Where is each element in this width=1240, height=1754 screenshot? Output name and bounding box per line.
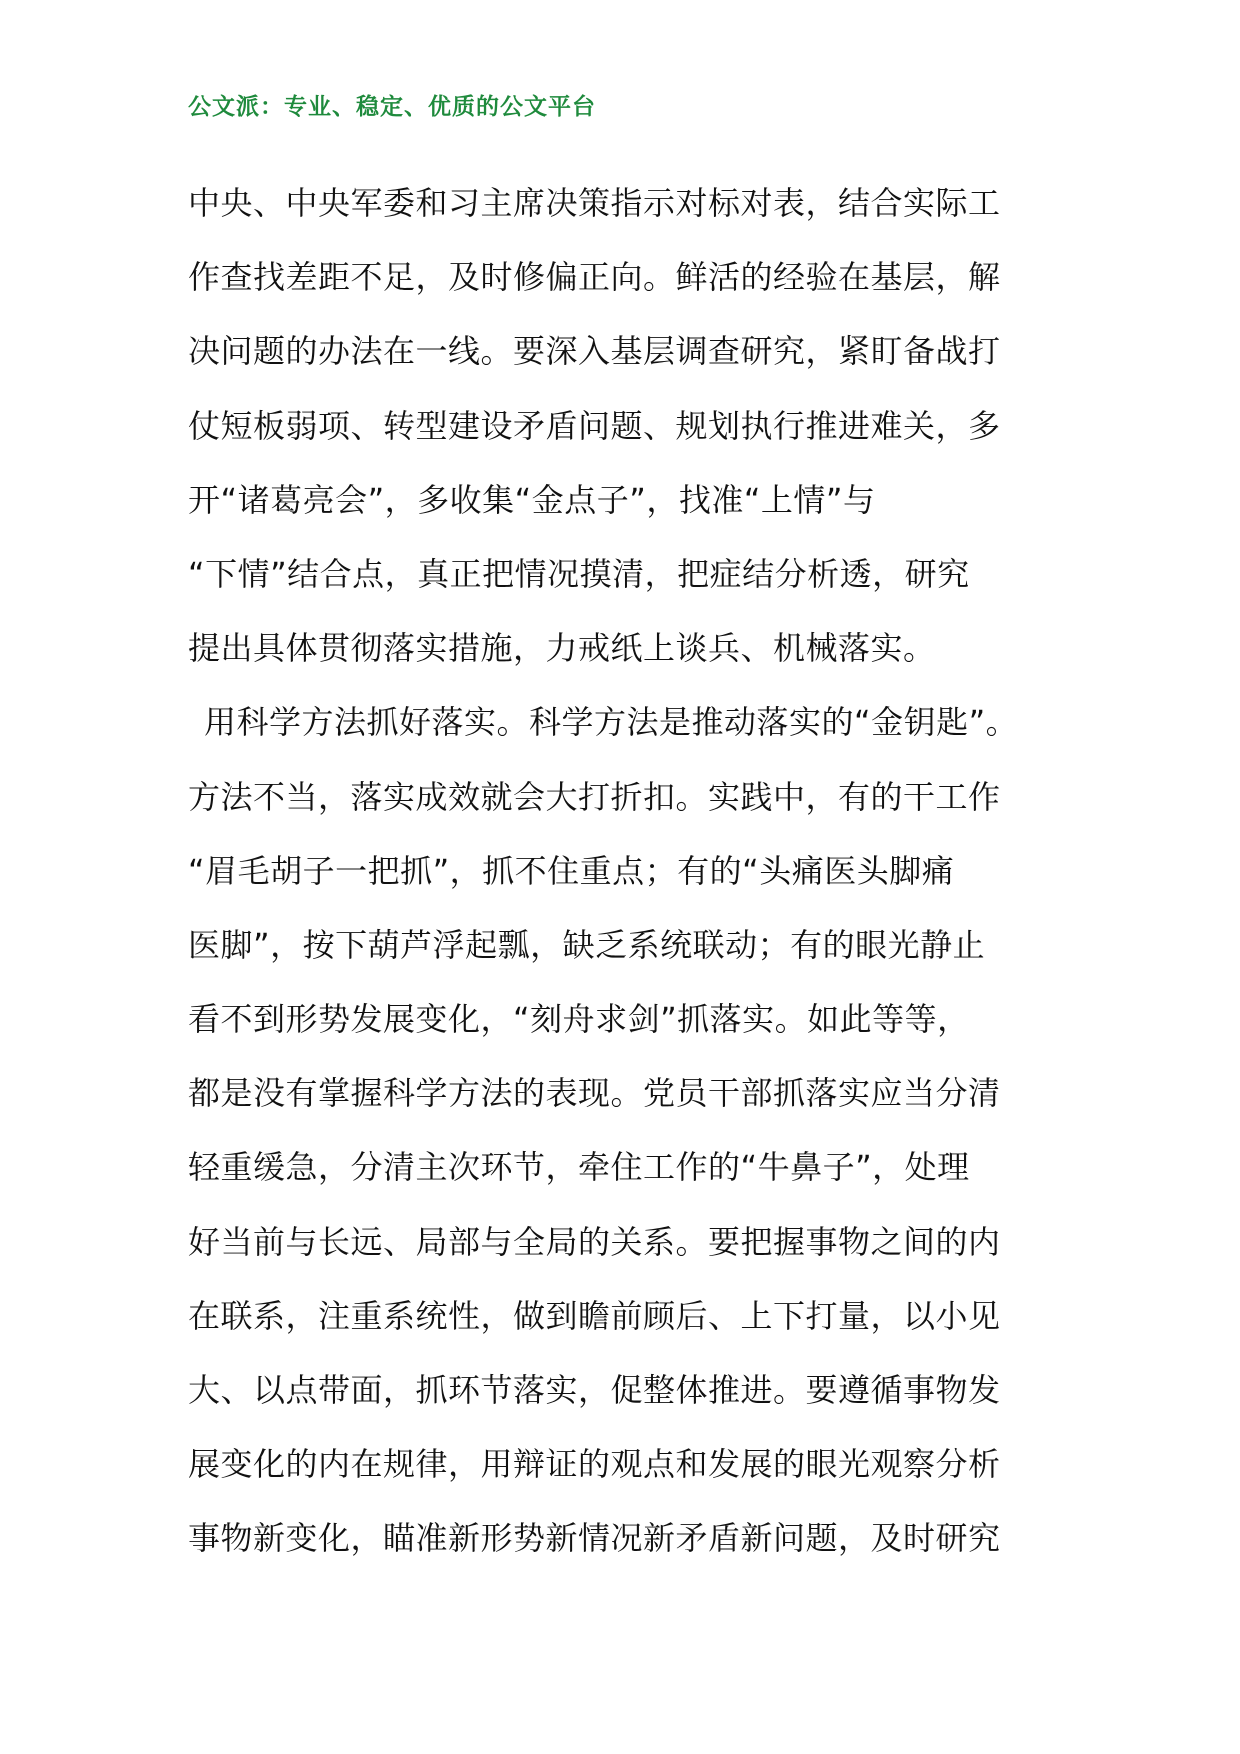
- text-line: 事物新变化，瞄准新形势新情况新矛盾新问题，及时研究: [188, 1519, 1001, 1558]
- text-line: 在联系，注重系统性，做到瞻前顾后、上下打量，以小见: [188, 1296, 1001, 1335]
- paragraph: [188, 166, 1088, 685]
- text-line: 看不到形势发展变化，“刻舟求剑”抓落实。如此等等，: [188, 1000, 970, 1039]
- text-line: 中央、中央军委和习主席决策指示对标对表，结合实际工: [188, 184, 1001, 222]
- text-line: 都是没有掌握科学方法的表现。党员干部抓落实应当分清: [188, 1074, 1001, 1113]
- text-line: “眉毛胡子一把抓”，抓不住重点；有的“头痛医头脚痛: [188, 851, 955, 890]
- page-header: 公文派：专业、稳定、优质的公文平台: [188, 93, 596, 120]
- text-line: 用科学方法抓好落实。科学方法是推动落实的“金钥匙”。: [204, 703, 1019, 742]
- text-line: 方法不当，落实成效就会大打折扣。实践中，有的干工作: [188, 777, 1001, 816]
- paragraph: [188, 685, 1088, 1575]
- text-line: 轻重缓急，分清主次环节，牵住工作的“牛鼻子”，处理: [188, 1148, 970, 1187]
- text-line: 作查找差距不足，及时修偏正向。鲜活的经验在基层，解: [188, 258, 1001, 297]
- text-line: 展变化的内在规律，用辩证的观点和发展的眼光观察分析: [188, 1445, 1001, 1484]
- document-body: [188, 166, 1088, 1576]
- text-line: 大、以点带面，抓环节落实，促整体推进。要遵循事物发: [188, 1371, 1001, 1409]
- text-line: 提出具体贯彻落实措施，力戒纸上谈兵、机械落实。: [188, 629, 936, 668]
- text-line: 决问题的办法在一线。要深入基层调查研究，紧盯备战打: [188, 332, 1001, 371]
- text-line: 仗短板弱项、转型建设矛盾问题、规划执行推进难关，多: [188, 406, 1001, 445]
- text-line: “下情”结合点，真正把情况摸清，把症结分析透，研究: [188, 554, 970, 593]
- text-line: 好当前与长远、局部与全局的关系。要把握事物之间的内: [188, 1222, 1001, 1261]
- text-line: 开“诸葛亮会”，多收集“金点子”，找准“上情”与: [188, 480, 876, 519]
- text-line: 医脚”，按下葫芦浮起瓢，缺乏系统联动；有的眼光静止: [188, 925, 986, 964]
